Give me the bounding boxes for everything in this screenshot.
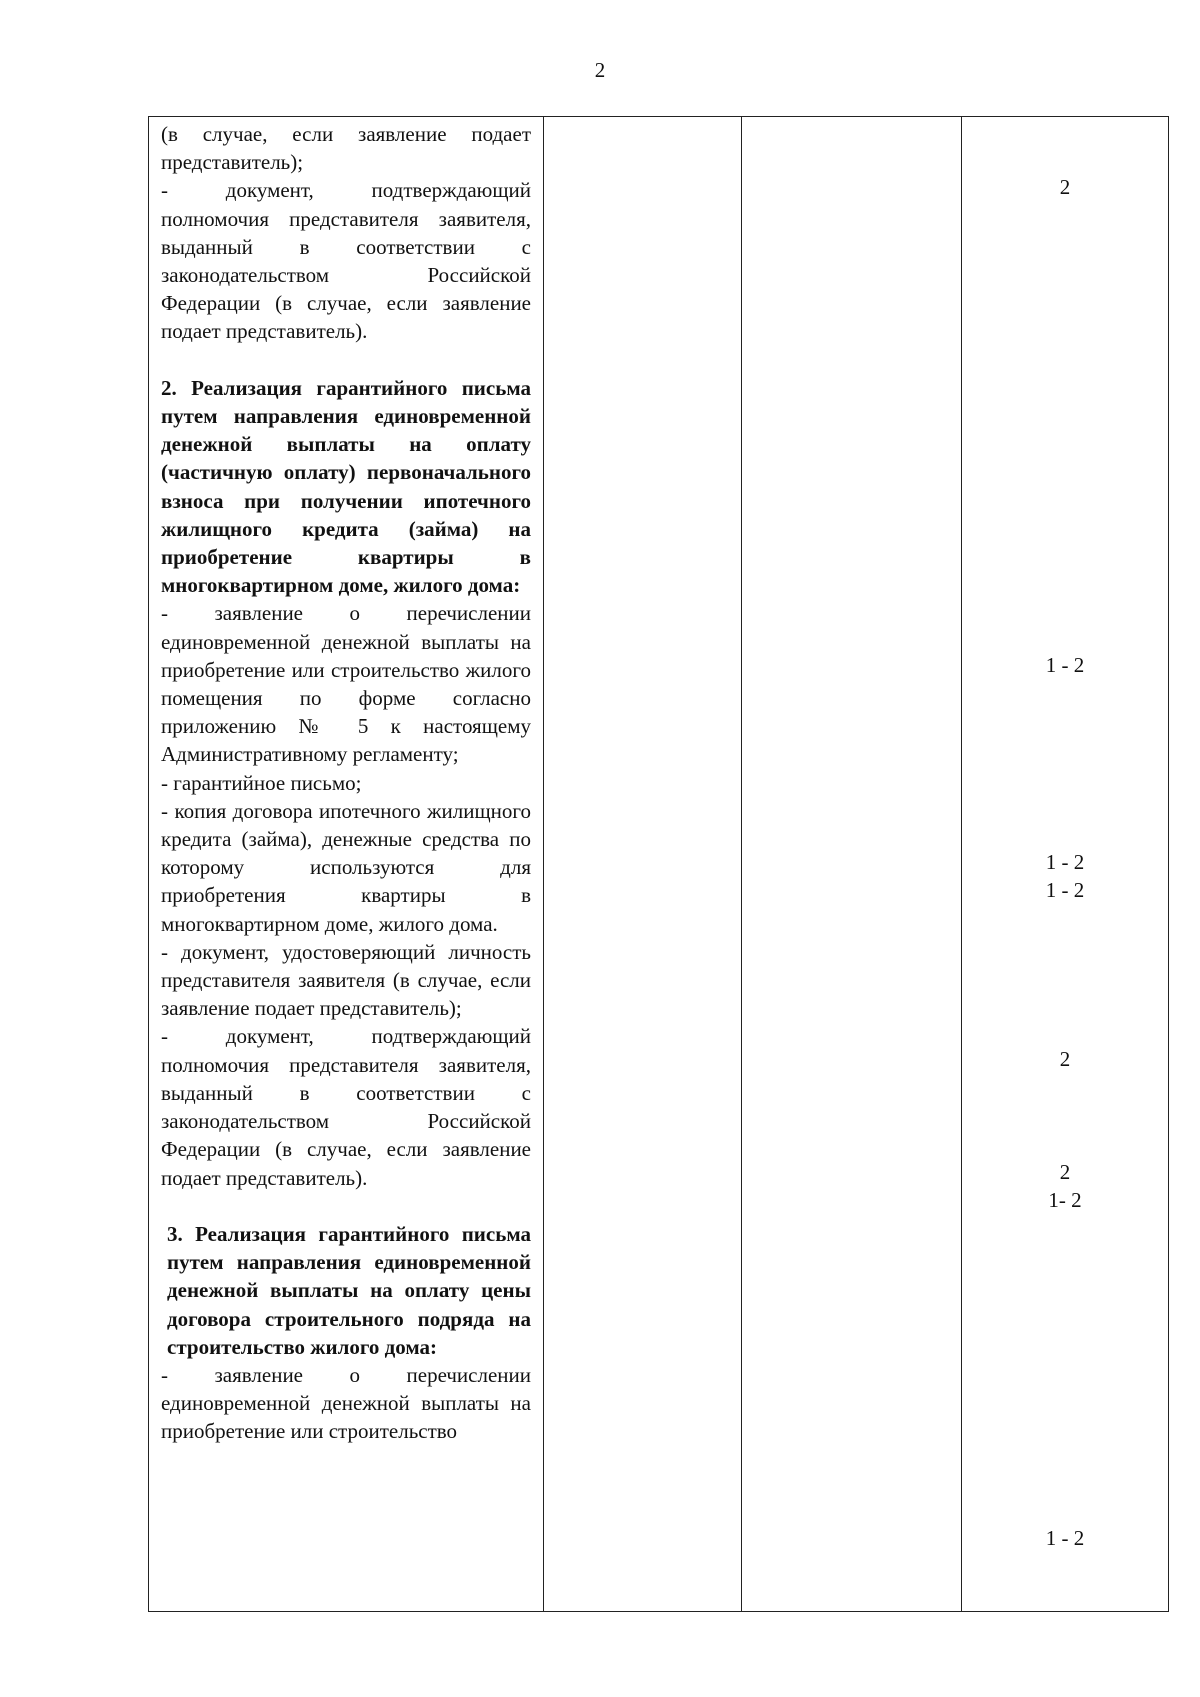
stage-label: 2 [1059,1047,1071,1071]
section-heading-3: 3. Реализация гарантийного письма путем направления единовременной денежной выплаты на оплату цены договора строительного подряда на строительство жилого дома: [167,1221,531,1359]
stage-label: 1- 2 [1048,1188,1082,1212]
page-number: 2 [594,58,606,82]
stage-label: 1 - 2 [1045,1526,1085,1550]
document-item: - документ, подтверждающий полномочия представителя заявителя, выданный в соответствии с законодательством Российской Федерации (в случае, если заявление подает представитель). [161,178,531,344]
section-heading-2: 2. Реализация гарантийного письма путем направления единовременной денежной выплаты на оплату (частичную оплату) первоначального взноса при получении ипотечного жилищного кредита (займа) на приобретение квартиры в многоквартирном доме, жилого дома: [161,375,531,598]
empty-cell [742,117,962,1612]
document-item: - копия договора ипотечного жилищного кредита (займа), денежные средства по которому используются для приобретения квартиры в многоквартирном доме, жилого дома. [161,798,531,936]
documents-list-cell [149,117,544,1612]
document-item: - документ, подтверждающий полномочия представителя заявителя, выданный в соответствии с законодательством Российской Федерации (в случае, если заявление подает представитель). [161,1024,531,1190]
table-row [149,117,1169,1612]
document-item: - заявление о перечислении единовременной денежной выплаты на приобретение или строительство жилого помещения по форме согласно приложению № 5 к настоящему Административному регламенту; [161,601,531,767]
document-item: - гарантийное письмо; [161,770,362,795]
document-item: (в случае, если заявление подает представитель); [161,122,531,175]
document-item: - заявление о перечислении единовременной денежной выплаты на приобретение или строительство [161,1362,531,1444]
stage-label: 2 [1059,175,1071,199]
stage-label: 1 - 2 [1045,850,1085,874]
blank-line [161,1192,531,1220]
document-item: - документ, удостоверяющий личность представителя заявителя (в случае, если заявление подает представитель); [161,939,531,1021]
stage-label: 2 [1059,1160,1071,1184]
stages-cell [962,117,1169,1612]
stage-label: 1 - 2 [1045,878,1085,902]
blank-line [161,346,531,374]
stage-label: 1 - 2 [1045,653,1085,677]
empty-cell [544,117,742,1612]
documents-table [148,116,1169,1612]
documents-list [149,117,543,1446]
